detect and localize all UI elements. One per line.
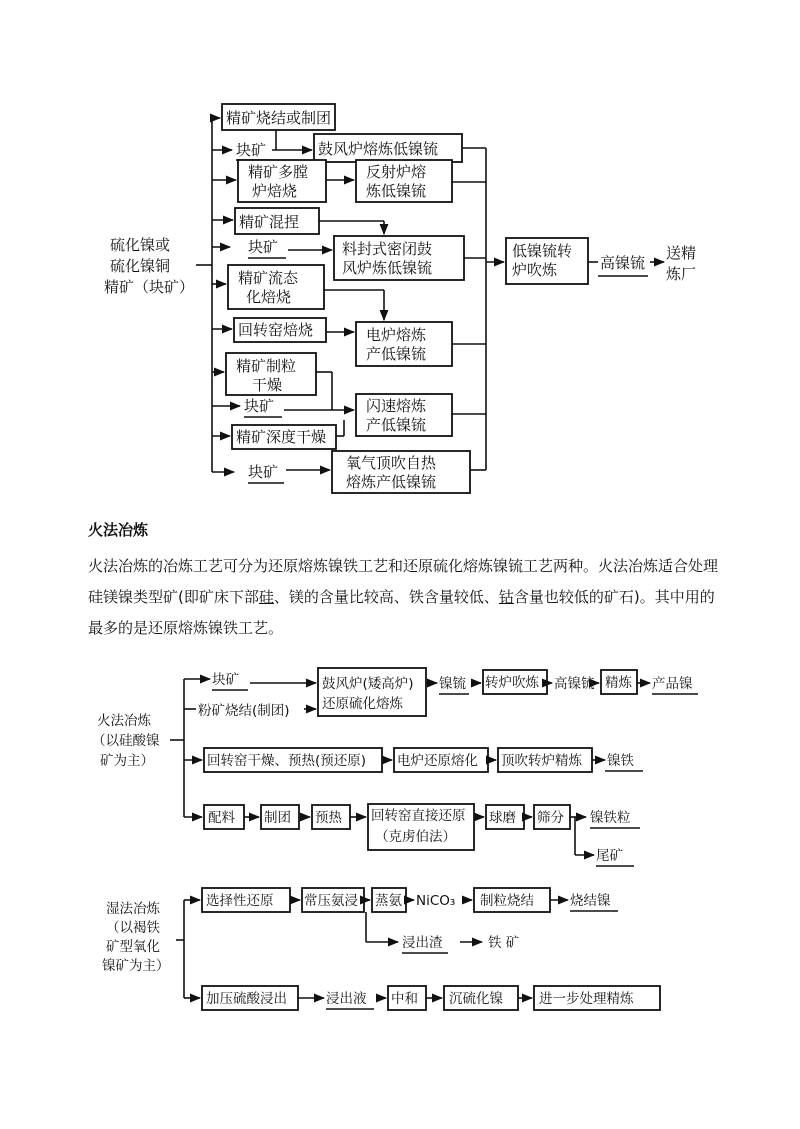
furnace-reverb-line2: 炼低镍锍: [366, 182, 427, 200]
leach-liquor: 浸出液: [326, 991, 367, 1007]
para-part3: 含量也较低的矿石)。其中用的最多的是还原熔炼镍铁工艺。: [88, 588, 715, 637]
pelletize-sinter: 制粒烧结: [480, 893, 534, 909]
para-part1: 火法冶炼的冶炼工艺可分为还原熔炼镍铁工艺和还原硫化熔炼镍锍工艺两种。火法冶炼适合处理硅镁镍类型矿(即矿床下部: [88, 557, 719, 606]
briquetting: 制团: [264, 810, 291, 826]
step-lump-ore-1: 块矿: [236, 141, 267, 159]
furnace-sealed-line2: 风炉炼低镍锍: [342, 259, 433, 277]
converter-line2: 炉吹炼: [512, 261, 558, 279]
step-rotary-kiln-roast: 回转窑焙烧: [238, 321, 314, 339]
tailings: 尾矿: [596, 848, 623, 864]
nickel-sulfide-precip: 沉硫化镍: [449, 991, 503, 1007]
product-high-matte: 高镍锍: [600, 254, 646, 272]
converter-blowing: 转炉吹炼: [485, 675, 539, 691]
step-lump-ore-3: 块矿: [244, 397, 275, 415]
step-multihearth-line2: 炉焙烧: [252, 182, 298, 200]
feed-lump-ore: 块矿: [212, 672, 239, 688]
step-lump-ore-2: 块矿: [248, 238, 279, 256]
furnace-oxygen-line2: 熔炼产低镍锍: [346, 473, 437, 491]
blast-furnace-line2: 还原硫化熔炼: [322, 696, 403, 712]
pressure-acid-leach: 加压硫酸浸出: [206, 991, 287, 1007]
furnace-reverb-line1: 反射炉熔: [366, 163, 427, 181]
selective-reduction: 选择性还原: [206, 893, 274, 909]
step-concentrate-knead: 精矿混捏: [239, 213, 300, 231]
step-multihearth-line1: 精矿多膛: [248, 163, 309, 181]
nickel-carbonate: NiCO₃: [416, 893, 456, 909]
nickel-sulfide-flowchart: [0, 0, 800, 500]
electric-furnace-reduction: 电炉还原熔化: [397, 753, 478, 769]
step-deep-dry: 精矿深度干燥: [236, 428, 327, 446]
furnace-sealed-line1: 料封式密闭鼓: [342, 240, 433, 258]
pyro-label-line1: 火法冶炼: [97, 713, 151, 729]
ball-milling: 球磨: [489, 810, 516, 826]
furnace-electric-line2: 产低镍锍: [366, 345, 427, 363]
screening: 筛分: [537, 810, 564, 826]
preheat: 预热: [315, 810, 342, 826]
converter-line1: 低镍锍转: [512, 242, 573, 260]
furnace-blast-low-matte: 鼓风炉熔炼低镍锍: [318, 140, 439, 158]
para-underline-silicon: 硅: [258, 588, 274, 606]
section-heading: 火法冶炼: [88, 521, 149, 539]
destination-line1: 送精: [666, 244, 697, 262]
ferronickel-granules: 镍铁粒: [590, 810, 631, 826]
krupp-process: （克虏伯法）: [375, 829, 456, 845]
further-refining: 进一步处理精炼: [539, 991, 634, 1007]
hydro-label-line1: 湿法冶炼: [106, 901, 160, 917]
furnace-flash-line1: 闪速熔炼: [366, 397, 427, 415]
hydro-label-line3: 矿型氧化: [106, 939, 160, 955]
step-fluidized-line2: 化焙烧: [246, 288, 292, 306]
pyro-label-line2: （以硅酸镍: [92, 733, 160, 749]
source-label-line3: 精矿（块矿）: [104, 278, 195, 296]
furnace-oxygen-line1: 氧气顶吹自热: [346, 454, 437, 472]
pyro-label-line3: 矿为主）: [100, 753, 154, 769]
matte: 镍锍: [439, 676, 466, 692]
hydro-label-line4: 镍矿为主）: [102, 958, 170, 974]
ammonia-stripping: 蒸氨: [375, 893, 402, 909]
feed-sinter: 粉矿烧结(制团): [198, 703, 290, 719]
para-part2: 、镁的含量比较高、铁含量较低、: [273, 588, 499, 606]
furnace-flash-line2: 产低镍锍: [366, 416, 427, 434]
refining: 精炼: [605, 675, 632, 691]
source-label-line1: 硫化镍或: [110, 236, 171, 254]
ferronickel: 镍铁: [607, 753, 634, 769]
hydro-label-line2: （以褐铁: [106, 920, 160, 936]
batching: 配料: [208, 810, 235, 826]
step-pelletize-line1: 精矿制粒: [236, 357, 297, 375]
para-underline-cobalt: 钴: [498, 588, 514, 606]
rotary-kiln-dry-preheat: 回转窑干燥、预热(预还原): [207, 753, 367, 769]
destination-line2: 炼厂: [666, 265, 697, 283]
section-paragraph: [88, 551, 718, 644]
top-blown-converter: 顶吹转炉精炼: [501, 753, 582, 769]
furnace-electric-line1: 电炉熔炼: [366, 326, 427, 344]
neutralization: 中和: [391, 991, 418, 1007]
source-label-line2: 硫化镍铜: [110, 257, 171, 275]
iron-ore: 铁 矿: [488, 935, 520, 951]
step-pelletize-line2: 干燥: [252, 376, 283, 394]
step-sinter-pellet: 精矿烧结或制团: [226, 109, 332, 127]
product-nickel: 产品镍: [652, 676, 693, 692]
sintered-nickel: 烧结镍: [570, 893, 611, 909]
rotary-kiln-direct-reduction: 回转窑直接还原: [371, 808, 466, 824]
step-lump-ore-4: 块矿: [248, 463, 279, 481]
nickel-oxide-flowchart: [0, 650, 800, 1030]
blast-furnace-line1: 鼓风炉(矮高炉): [322, 676, 414, 692]
step-fluidized-line1: 精矿流态: [238, 269, 299, 287]
high-matte: 高镍锍: [554, 676, 595, 692]
ammonia-leach: 常压氨浸: [304, 893, 358, 909]
leach-residue: 浸出渣: [402, 935, 443, 951]
